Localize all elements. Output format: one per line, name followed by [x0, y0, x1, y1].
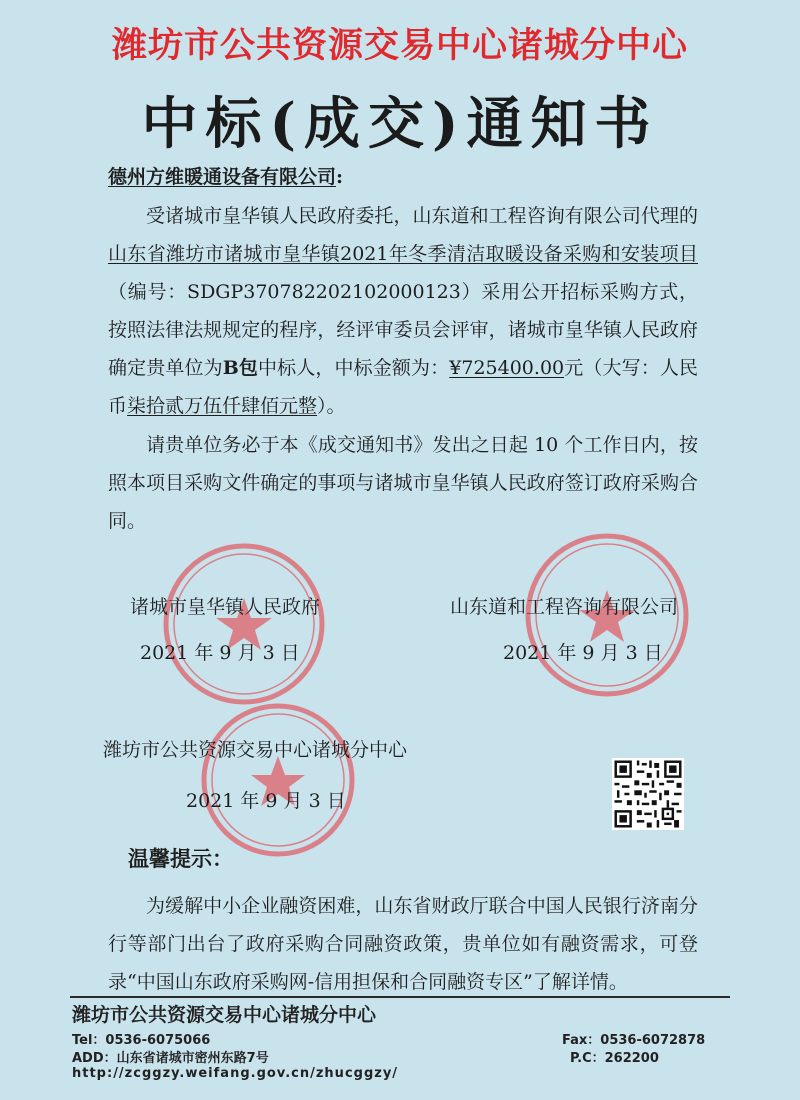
- award-text-3: 中标人，中标金额为：: [258, 357, 450, 379]
- award-text-2: （编号：SDGP370782202102000123）采用公开招标采购方式，按照法律法规规定的程序，经评审委员会评审，诸城市皇华镇人民政府确定贵单位为: [108, 281, 698, 379]
- document-title: 中标(成交)通知书: [141, 91, 659, 157]
- seal-stamp-trading-center: [198, 700, 358, 860]
- issuing-organization-title: 潍坊市公共资源交易中心诸城分中心: [111, 26, 688, 66]
- package-label: B包: [222, 357, 259, 379]
- award-text-5: ）。: [317, 395, 346, 417]
- seal-stamp-township-government: [160, 540, 328, 708]
- award-text-1: 受诸城市皇华镇人民政府委托，山东道和工程咨询有限公司代理的: [146, 205, 698, 227]
- qr-code: [612, 758, 684, 830]
- footer-divider: [70, 996, 730, 998]
- recipient-colon: :: [336, 166, 344, 188]
- award-paragraph: [108, 197, 698, 425]
- contract-paragraph: 请贵单位务必于本《成交通知书》发出之日起 10 个工作日内，按照本项目采购文件确定的事项与诸城市皇华镇人民政府签订政府采购合同。: [108, 434, 698, 532]
- signature-center-date: 2021 年 9 月 3 日: [186, 790, 346, 812]
- signature-center-org: 潍坊市公共资源交易中心诸城分中心: [103, 739, 408, 761]
- signature-left-org: 诸城市皇华镇人民政府: [130, 596, 321, 618]
- tip-paragraph: 为缓解中小企业融资困难，山东省财政厅联合中国人民银行济南分行等部门出台了政府采购合同融资政策，贵单位如有融资需求，可登录“中国山东政府采购网-信用担保和合同融资专区”了解详情。: [108, 895, 698, 993]
- recipient-line: [108, 162, 343, 189]
- signature-left-date: 2021 年 9 月 3 日: [140, 642, 300, 664]
- recipient-name: 德州方维暖通设备有限公司: [108, 166, 337, 188]
- tip-heading: 温馨提示：: [128, 847, 233, 871]
- footer-organization: 潍坊市公共资源交易中心诸城分中心: [72, 1004, 377, 1026]
- award-amount: ¥725400.00: [449, 357, 565, 379]
- footer-website: http://zcggzy.weifang.gov.cn/zhucggzy/: [72, 1066, 399, 1081]
- award-text-4: 元（大写：人民币: [108, 357, 698, 417]
- footer-tel: Tel：0536-6075066: [72, 1033, 211, 1048]
- footer-fax: Fax：0536-6072878: [562, 1033, 706, 1048]
- footer-address: ADD：山东省诸城市密州东路7号: [72, 1051, 269, 1066]
- signature-right-org: 山东道和工程咨询有限公司: [450, 596, 679, 618]
- award-amount-words: 柒拾贰万伍仟肆佰元整: [127, 395, 318, 417]
- footer-postcode: P.C：262200: [570, 1051, 659, 1066]
- signature-right-date: 2021 年 9 月 3 日: [503, 642, 663, 664]
- project-name: 山东省潍坊市诸城市皇华镇2021年冬季清洁取暖设备采购和安装项目: [108, 243, 698, 265]
